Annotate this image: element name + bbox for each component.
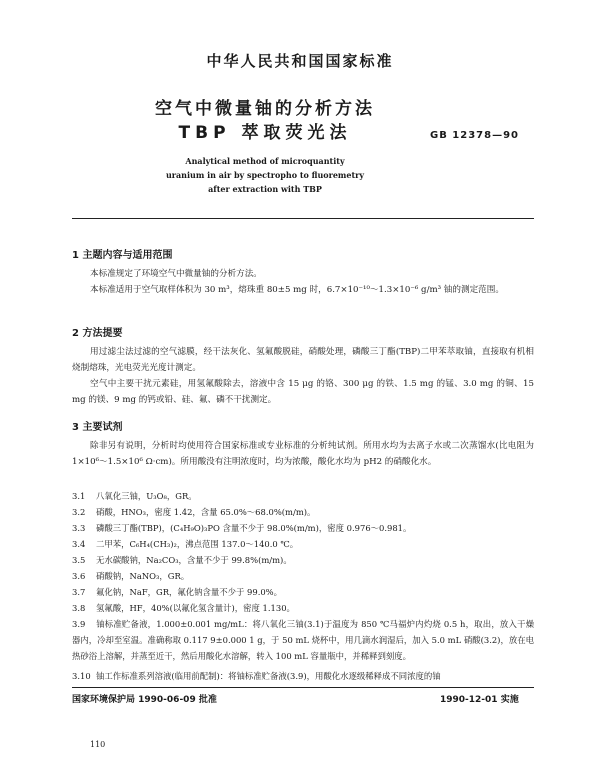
reagent-text: 铀工作标准系列溶液(临用前配制)：将铀标准贮备液(3.9)，用酸化水逐级稀释成不同浓度的铀	[96, 671, 441, 681]
reagent-number: 3.7	[72, 587, 86, 597]
page-number: 110	[90, 740, 106, 749]
section-2-para2: 空气中主要干扰元素硅，用氢氟酸除去，溶液中含 15 μg 的铬、300 μg 的铁、1.5 mg 的锰、3.0 mg 的铜、15 mg 的镁、9 mg 的钙或铅、硅、氟、磷不干扰测定。	[72, 379, 534, 405]
section-1-heading: 1 主题内容与适用范围	[72, 250, 173, 261]
reagent-number: 3.8	[72, 603, 86, 613]
reagent-item	[72, 616, 534, 664]
title-en-line3: after extraction with TBP	[208, 184, 322, 194]
reagent-text: 氢氟酸，HF，40%(以氟化氢含量计)，密度 1.130。	[96, 603, 295, 613]
reagent-number: 3.1	[72, 491, 86, 501]
reagent-item	[72, 600, 295, 616]
title-cn-line1: 空气中微量铀的分析方法	[155, 99, 375, 119]
national-standard-label: 中华人民共和国国家标准	[206, 52, 394, 70]
section-3-intro: 除非另有说明，分析时均使用符合国家标准或专业标准的分析纯试剂。所用水均为去离子水或二次蒸馏水(比电阻为 1×10⁶～1.5×10⁶ Ω·cm)。所用酸没有注明浓度时，均为浓酸，酸化水均为 pH2 的硝酸化水。	[72, 441, 534, 467]
reagent-text: 硝酸钠，NaNO₃，GR。	[96, 571, 190, 581]
section-2-heading: 2 方法提要	[72, 328, 123, 339]
reagent-number: 3.5	[72, 555, 86, 565]
reagent-number: 3.6	[72, 571, 86, 581]
implementation-date: 1990-12-01 实施	[440, 695, 519, 705]
reagent-item	[72, 668, 534, 684]
reagent-text: 二甲苯，C₆H₄(CH₃)₂，沸点范围 137.0～140.0 ℃。	[96, 539, 299, 549]
reagent-text: 氟化钠，NaF，GR，氟化钠含量不少于 99.0%。	[96, 587, 283, 597]
approval-date: 国家环境保护局 1990-06-09 批准	[72, 695, 217, 705]
reagent-text: 铀标准贮备液，1.000±0.001 mg/mL：将八氧化三铀(3.1)于温度为 850 ℃马福炉内灼烧 0.5 h，取出，放入干燥器内，冷却至室温。准确称取 0.117 9±0.000 1 g，于 50 mL 烧杯中，用几滴水润湿后，加入 5.0 mL 硝酸(3.2)，放在电热砂浴上溶解，并蒸至近干，然后用酸化水溶解，转入 100 mL 容量瓶中，并稀释到刻度。	[72, 619, 534, 661]
reagent-number: 3.4	[72, 539, 86, 549]
reagent-item	[72, 568, 189, 584]
reagent-item	[72, 520, 411, 536]
section-3-heading: 3 主要试剂	[72, 422, 123, 433]
reagent-text: 磷酸三丁酯(TBP)，(C₄H₉O)₃PO 含量不少于 98.0%(m/m)，密度 0.976～0.981。	[96, 523, 412, 533]
reagent-number: 3.9	[72, 619, 86, 629]
reagent-text: 无水碳酸钠，Na₂CO₃，含量不少于 99.8%(m/m)。	[96, 555, 292, 565]
header-divider	[72, 218, 534, 219]
reagent-item	[72, 536, 298, 552]
title-cn-line2: TBP 萃取荧光法	[178, 123, 352, 143]
reagent-number: 3.10	[72, 671, 91, 681]
reagent-text: 硝酸，HNO₃，密度 1.42，含量 65.0%～68.0%(m/m)。	[96, 507, 316, 517]
reagent-number: 3.3	[72, 523, 86, 533]
reagent-number: 3.2	[72, 507, 86, 517]
reagent-item	[72, 504, 315, 520]
section-1-para1: 本标准规定了环境空气中微量铀的分析方法。	[90, 269, 262, 279]
reagent-item	[72, 488, 197, 504]
title-en-line1: Analytical method of microquantity	[185, 156, 345, 166]
section-1-para2: 本标准适用于空气取样体积为 30 m³，熔珠重 80±5 mg 时，6.7×10⁻¹⁰～1.3×10⁻⁶ g/m³ 铀的测定范围。	[90, 285, 504, 295]
section-2-para1: 用过滤尘法过滤的空气滤膜，经干法灰化、氢氟酸脱硅，硝酸处理，磷酸三丁酯(TBP)二甲苯萃取铀，直接取有机相烧制熔珠，光电荧光光度计测定。	[72, 347, 534, 373]
reagent-item	[72, 552, 292, 568]
reagent-item	[72, 584, 282, 600]
reagent-text: 八氧化三铀，U₃O₈，GR。	[96, 491, 197, 501]
footer-divider	[72, 687, 534, 688]
title-en-line2: uranium in air by spectropho to fluoremetry	[165, 170, 365, 180]
standard-number: GB 12378—90	[430, 130, 520, 141]
